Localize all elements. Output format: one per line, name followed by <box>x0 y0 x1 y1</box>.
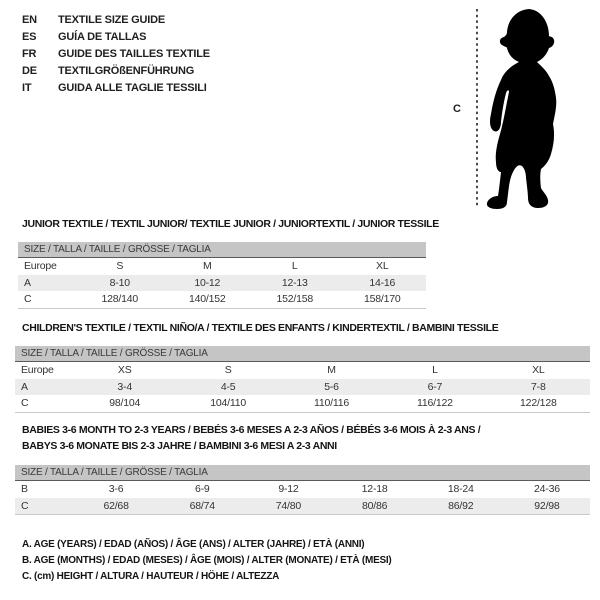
row-label-cell: A <box>24 276 31 289</box>
lang-code: DE <box>22 65 37 77</box>
children-size-table <box>15 346 590 413</box>
value-cell: 18-24 <box>447 483 474 495</box>
value-cell: 6-7 <box>427 380 443 393</box>
baby-silhouette <box>487 9 556 209</box>
size-header-bar: SIZE / TALLA / TAILLE / GRÖSSE / TAGLIA <box>15 346 590 362</box>
value-cell: XS <box>117 364 132 376</box>
size-header-bar: SIZE / TALLA / TAILLE / GRÖSSE / TAGLIA <box>18 242 426 258</box>
table-row <box>15 481 590 498</box>
value-cell: 86/92 <box>448 499 474 512</box>
value-cell: 80/86 <box>361 499 388 512</box>
value-cell: 140/152 <box>188 293 226 305</box>
row-label-cell: Europe <box>24 260 57 272</box>
row-label-cell: Europe <box>21 364 54 376</box>
section-title-babies-line2: BABYS 3-6 MONATE BIS 2-3 JAHRE / BAMBINI 3-6 MESI A 2-3 ANNI <box>22 440 337 452</box>
baby-silhouette-graphic <box>443 6 593 210</box>
height-measure-figure <box>443 6 593 210</box>
lang-code: IT <box>22 82 32 94</box>
section-title-babies <box>22 422 480 454</box>
value-cell: L <box>432 364 438 376</box>
row-label-cell: C <box>21 499 29 512</box>
size-header-bar: SIZE / TALLA / TAILLE / GRÖSSE / TAGLIA <box>15 465 590 481</box>
value-cell: 3-6 <box>108 483 124 495</box>
table-row <box>15 362 590 379</box>
section-title-children: CHILDREN'S TEXTILE / TEXTIL NIÑO/A / TEXTILE DES ENFANTS / KINDERTEXTIL / BAMBINI TESSILE <box>22 322 499 334</box>
value-cell: 4-5 <box>220 380 236 393</box>
value-cell: 10-12 <box>194 276 221 289</box>
value-cell: 128/140 <box>101 293 139 305</box>
value-cell: 104/110 <box>210 397 246 409</box>
lang-title: GUÍA DE TALLAS <box>58 31 147 43</box>
legend-line-a: A. AGE (YEARS) / EDAD (AÑOS) / ÂGE (ANS) / ALTER (JAHRE) / ETÀ (ANNI) <box>22 539 365 550</box>
row-label-cell: C <box>24 293 32 305</box>
value-cell: 152/158 <box>276 293 314 305</box>
table-row <box>18 275 426 292</box>
babies-size-table <box>15 465 590 515</box>
row-label-cell: B <box>21 483 28 495</box>
value-cell: S <box>224 364 232 376</box>
value-cell: 158/170 <box>363 293 401 305</box>
value-cell: 12-18 <box>361 483 388 495</box>
value-cell: 6-9 <box>194 483 210 495</box>
lang-title: TEXTILE SIZE GUIDE <box>58 14 166 26</box>
lang-code: EN <box>22 14 37 26</box>
value-cell: M <box>202 260 212 272</box>
value-cell: 9-12 <box>278 483 299 495</box>
value-cell: 74/80 <box>275 499 302 512</box>
value-cell: 68/74 <box>189 499 215 512</box>
value-cell: 24-36 <box>534 483 560 495</box>
value-cell: L <box>291 260 298 272</box>
value-cell: 12-13 <box>281 276 308 289</box>
value-cell: 110/116 <box>314 397 350 409</box>
value-cell: 116/122 <box>417 397 453 409</box>
value-cell: S <box>116 260 124 272</box>
lang-title: GUIDA ALLE TAGLIE TESSILI <box>58 82 207 94</box>
language-title-list <box>22 12 210 97</box>
value-cell: XL <box>376 260 389 272</box>
value-cell: 98/104 <box>109 397 141 409</box>
value-cell: M <box>327 364 336 376</box>
table-row <box>15 498 590 515</box>
lang-code: FR <box>22 48 37 60</box>
value-cell: 7-8 <box>531 380 546 393</box>
lang-title: GUIDE DES TAILLES TEXTILE <box>58 48 210 60</box>
value-cell: 3-4 <box>117 380 132 393</box>
table-row <box>18 258 426 275</box>
value-cell: 92/98 <box>534 499 560 512</box>
measure-c-label: C <box>453 103 461 115</box>
table-row <box>18 291 426 308</box>
value-cell: 122/128 <box>520 397 557 409</box>
lang-title: TEXTILGRÖßENFÜHRUNG <box>58 65 195 77</box>
table-row <box>15 395 590 412</box>
legend-line-c: C. (cm) HEIGHT / ALTURA / HAUTEUR / HÖHE / ALTEZZA <box>22 571 280 582</box>
value-cell: 62/68 <box>103 499 129 512</box>
value-cell: 14-16 <box>369 276 396 289</box>
section-title-babies-line1: BABIES 3-6 MONTH TO 2-3 YEARS / BEBÉS 3-6 MESES A 2-3 AÑOS / BÉBÉS 3-6 MOIS À 2-3 ANS / <box>22 424 481 436</box>
value-cell: XL <box>532 364 545 376</box>
measurement-legend <box>22 537 392 585</box>
row-label-cell: C <box>21 397 29 409</box>
junior-size-table <box>18 242 426 309</box>
lang-code: ES <box>22 31 37 43</box>
row-label-cell: A <box>21 380 28 393</box>
value-cell: 5-6 <box>324 380 339 393</box>
table-row <box>15 379 590 396</box>
legend-line-b: B. AGE (MONTHS) / EDAD (MESES) / ÂGE (MOIS) / ALTER (MONATE) / ETÀ (MESI) <box>22 555 392 566</box>
value-cell: 8-10 <box>109 276 130 289</box>
section-title-junior: JUNIOR TEXTILE / TEXTIL JUNIOR/ TEXTILE JUNIOR / JUNIORTEXTIL / JUNIOR TESSILE <box>22 218 439 230</box>
